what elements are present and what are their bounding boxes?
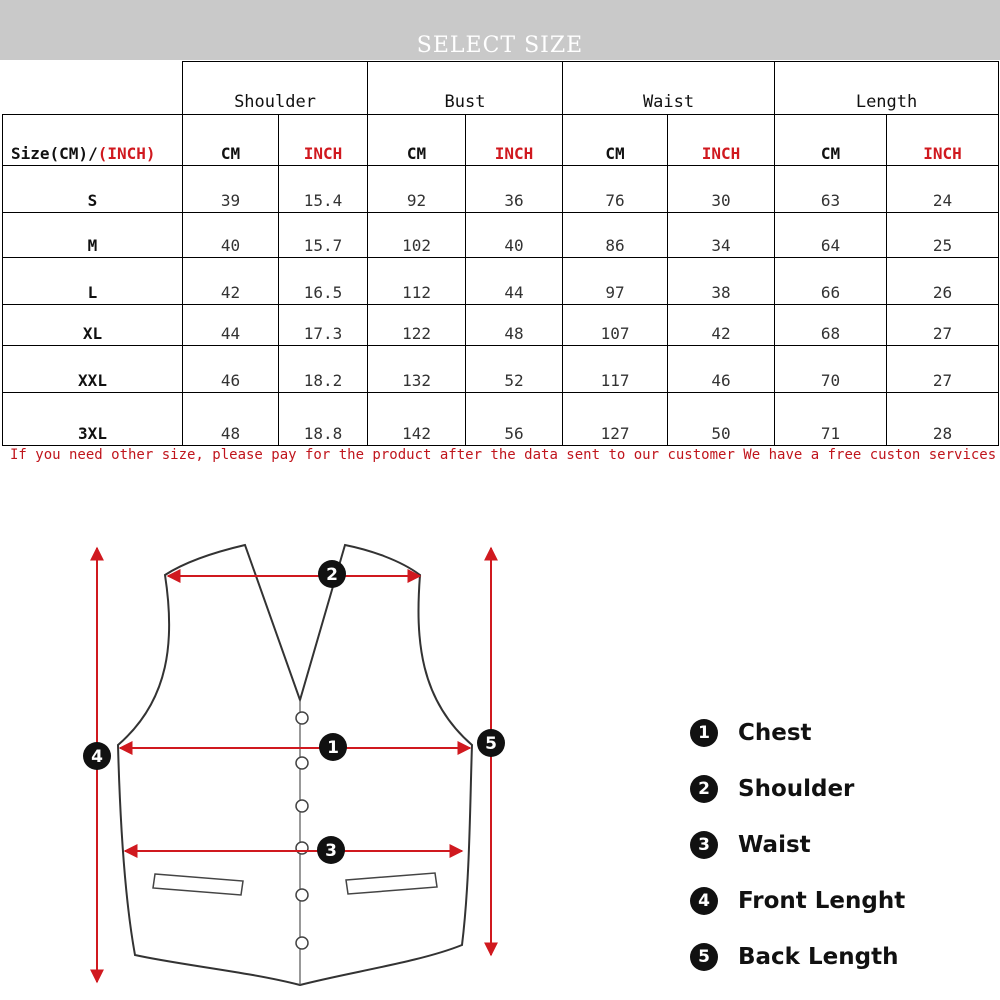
unit-inch: INCH xyxy=(279,115,368,166)
table-row xyxy=(3,393,999,446)
legend-item xyxy=(690,761,905,817)
value-cell: 44 xyxy=(183,305,279,346)
legend-item xyxy=(690,705,905,761)
legend-label: Front Lenght xyxy=(738,888,906,914)
size-cell: S xyxy=(3,166,183,213)
value-cell: 127 xyxy=(563,393,668,446)
value-cell: 117 xyxy=(563,346,668,393)
value-cell: 36 xyxy=(466,166,563,213)
value-cell: 39 xyxy=(183,166,279,213)
value-cell: 92 xyxy=(368,166,466,213)
value-cell: 25 xyxy=(887,213,999,258)
value-cell: 97 xyxy=(563,258,668,305)
corner-cell xyxy=(3,62,183,115)
value-cell: 107 xyxy=(563,305,668,346)
value-cell: 50 xyxy=(668,393,775,446)
value-cell: 28 xyxy=(887,393,999,446)
size-cell: M xyxy=(3,213,183,258)
legend-number-badge: 5 xyxy=(690,943,718,971)
value-cell: 64 xyxy=(775,213,887,258)
value-cell: 24 xyxy=(887,166,999,213)
value-cell: 44 xyxy=(466,258,563,305)
value-cell: 17.3 xyxy=(279,305,368,346)
value-cell: 16.5 xyxy=(279,258,368,305)
legend-label: Back Length xyxy=(738,944,899,970)
marker-4 xyxy=(83,742,111,770)
legend-item xyxy=(690,817,905,873)
marker-2 xyxy=(318,560,346,588)
vest-button xyxy=(296,937,308,949)
legend-label: Shoulder xyxy=(738,776,855,802)
value-cell: 18.2 xyxy=(279,346,368,393)
table-row xyxy=(3,346,999,393)
group-header: Shoulder xyxy=(183,62,368,115)
size-cell: XXL xyxy=(3,346,183,393)
unit-cm: CM xyxy=(563,115,668,166)
marker-3 xyxy=(317,836,345,864)
value-cell: 38 xyxy=(668,258,775,305)
size-cell: XL xyxy=(3,305,183,346)
value-cell: 48 xyxy=(183,393,279,446)
svg-text:5: 5 xyxy=(485,734,497,754)
size-cell: L xyxy=(3,258,183,305)
value-cell: 42 xyxy=(668,305,775,346)
select-size-header xyxy=(0,0,1000,60)
svg-text:3: 3 xyxy=(325,841,337,861)
value-cell: 122 xyxy=(368,305,466,346)
value-cell: 26 xyxy=(887,258,999,305)
size-column-label xyxy=(3,115,183,166)
value-cell: 71 xyxy=(775,393,887,446)
size-label-cm: Size(CM)/ xyxy=(11,144,98,163)
value-cell: 27 xyxy=(887,305,999,346)
vest-outline xyxy=(118,545,472,985)
value-cell: 112 xyxy=(368,258,466,305)
value-cell: 63 xyxy=(775,166,887,213)
unit-inch: INCH xyxy=(466,115,563,166)
measurement-legend xyxy=(690,705,905,985)
value-cell: 34 xyxy=(668,213,775,258)
table-row xyxy=(3,166,999,213)
unit-cm: CM xyxy=(368,115,466,166)
value-cell: 102 xyxy=(368,213,466,258)
svg-text:4: 4 xyxy=(91,747,103,767)
unit-cm: CM xyxy=(775,115,887,166)
group-header: Waist xyxy=(563,62,775,115)
value-cell: 70 xyxy=(775,346,887,393)
legend-number-badge: 1 xyxy=(690,719,718,747)
value-cell: 132 xyxy=(368,346,466,393)
legend-label: Waist xyxy=(738,832,811,858)
size-table xyxy=(2,61,999,446)
marker-1 xyxy=(319,733,347,761)
select-size-title: SELECT SIZE xyxy=(416,33,584,58)
value-cell: 42 xyxy=(183,258,279,305)
value-cell: 30 xyxy=(668,166,775,213)
vest-button xyxy=(296,712,308,724)
vest-button xyxy=(296,889,308,901)
marker-5 xyxy=(477,729,505,757)
size-label-inch: (INCH) xyxy=(97,144,156,163)
table-row xyxy=(3,213,999,258)
custom-size-note: If you need other size, please pay for the product after the data sent to our customer We have a free custon services xyxy=(10,447,997,463)
value-cell: 48 xyxy=(466,305,563,346)
size-cell: 3XL xyxy=(3,393,183,446)
unit-inch: INCH xyxy=(887,115,999,166)
legend-number-badge: 3 xyxy=(690,831,718,859)
unit-cm: CM xyxy=(183,115,279,166)
value-cell: 40 xyxy=(466,213,563,258)
value-cell: 76 xyxy=(563,166,668,213)
value-cell: 86 xyxy=(563,213,668,258)
legend-number-badge: 2 xyxy=(690,775,718,803)
svg-text:2: 2 xyxy=(326,565,338,585)
legend-item xyxy=(690,929,905,985)
value-cell: 46 xyxy=(668,346,775,393)
value-cell: 15.7 xyxy=(279,213,368,258)
value-cell: 27 xyxy=(887,346,999,393)
svg-text:1: 1 xyxy=(327,738,339,758)
vest-button xyxy=(296,800,308,812)
group-header: Bust xyxy=(368,62,563,115)
vest-button xyxy=(296,757,308,769)
legend-label: Chest xyxy=(738,720,812,746)
value-cell: 46 xyxy=(183,346,279,393)
value-cell: 66 xyxy=(775,258,887,305)
vest-diagram xyxy=(70,530,520,990)
value-cell: 40 xyxy=(183,213,279,258)
value-cell: 56 xyxy=(466,393,563,446)
value-cell: 18.8 xyxy=(279,393,368,446)
group-header: Length xyxy=(775,62,999,115)
table-row xyxy=(3,258,999,305)
value-cell: 68 xyxy=(775,305,887,346)
value-cell: 15.4 xyxy=(279,166,368,213)
value-cell: 52 xyxy=(466,346,563,393)
vest-button xyxy=(296,842,308,854)
table-row xyxy=(3,305,999,346)
unit-inch: INCH xyxy=(668,115,775,166)
value-cell: 142 xyxy=(368,393,466,446)
legend-item xyxy=(690,873,905,929)
legend-number-badge: 4 xyxy=(690,887,718,915)
